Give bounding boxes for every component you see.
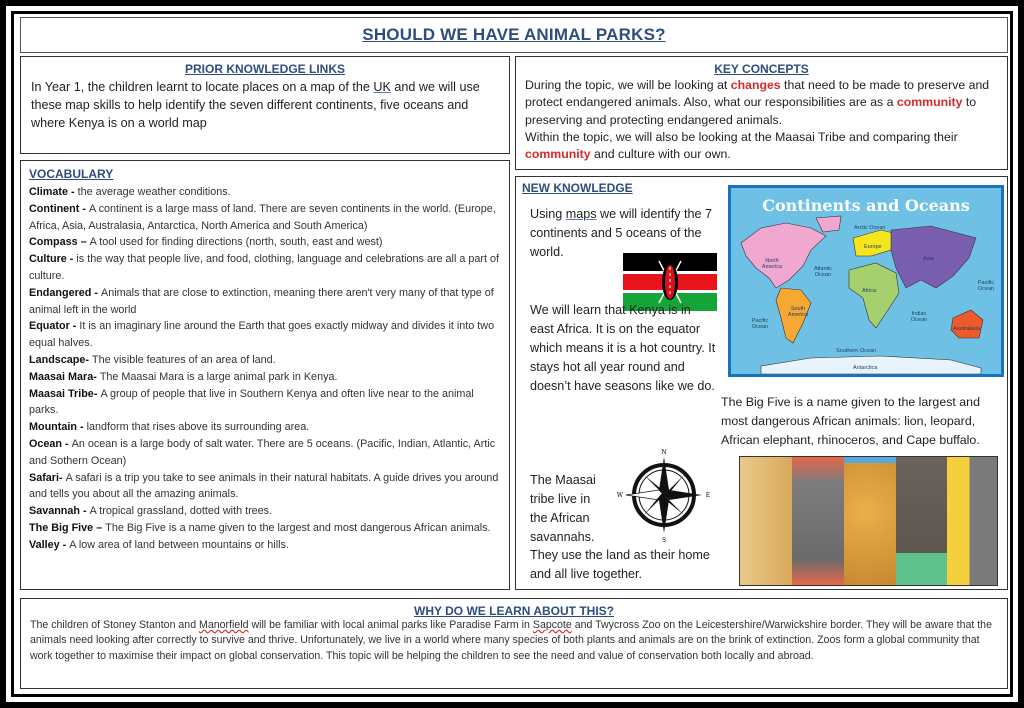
vocabulary-entry: [29, 503, 501, 520]
vocabulary-definition: A low area of land between mountains or hills.: [69, 538, 289, 551]
vocabulary-separator: -: [59, 538, 70, 551]
vocabulary-definition: The visible features of an area of land.: [92, 353, 276, 366]
rhino-panel: [792, 457, 844, 585]
text-part: that need to be made to preserve and protect endangered animals. Also, what our responsibilities are as a: [525, 78, 990, 110]
vocabulary-definition: is the way that people live, and food, clothing, language and celebrations are all a part of culture.: [29, 253, 499, 282]
vocabulary-separator: -: [79, 202, 89, 215]
greenland-shape: [816, 216, 841, 232]
africa-shape: [849, 263, 899, 328]
vocabulary-separator: -: [76, 421, 87, 434]
map-label: Indian Ocean: [910, 311, 928, 323]
map-label: Atlantic Ocean: [813, 266, 833, 278]
text-part: will be familiar with local animal parks like Paradise Farm in: [248, 619, 533, 631]
compass-letter-e: E: [705, 492, 711, 499]
text-part: we will identify the 7 continents and 5 oceans of the world.: [530, 207, 712, 259]
prior-text-part: In Year 1, the children learnt to locate places on a map of the: [31, 80, 374, 94]
vocabulary-entry: [29, 352, 501, 369]
vocabulary-separator: -: [68, 186, 78, 198]
vocabulary-entry: [29, 251, 501, 285]
vocabulary-term: The Big Five: [29, 521, 94, 534]
key-concepts-text: [516, 76, 1007, 164]
vocabulary-entry: [29, 201, 501, 235]
compass-letter-s: S: [661, 537, 667, 543]
map-label: Europe: [864, 244, 882, 250]
prior-knowledge-text: [21, 76, 509, 134]
big-five-animals-image: [739, 456, 998, 586]
new-knowledge-heading: NEW KNOWLEDGE: [522, 181, 633, 195]
text-part: Within the topic, we will also be looking at the Maasai Tribe and comparing their: [525, 129, 958, 144]
compass-letter-n: N: [661, 449, 667, 456]
lion-panel: [740, 457, 792, 585]
vocabulary-term: Landscape: [29, 353, 86, 366]
vocabulary-term: Climate: [29, 186, 69, 198]
vocabulary-entry: [29, 184, 501, 201]
map-label: Asia: [923, 256, 934, 262]
map-label: North America: [761, 258, 783, 270]
why-learn-text: [21, 618, 1007, 664]
vocabulary-entry: [29, 436, 501, 470]
vocabulary-definition: A tool used for finding directions (north, south, east and west): [89, 236, 383, 249]
vocabulary-entry: [29, 470, 501, 504]
elephant-panel: [947, 457, 997, 585]
vocabulary-term: Continent: [29, 202, 80, 215]
vocabulary-definition: the average weather conditions.: [77, 186, 231, 198]
vocabulary-term: Maasai Tribe: [29, 387, 94, 400]
vocabulary-definition: The Big Five is a name given to the largest and most dangerous African animals.: [105, 521, 491, 534]
vocabulary-entry: [29, 369, 501, 386]
leopard-panel: [844, 457, 896, 585]
vocabulary-separator: -: [91, 286, 102, 299]
vocabulary-definition: A continent is a large mass of land. There are seven continents in the world. (Europe, Africa, Asia, Australasia, Antarctica, North America and South America): [29, 202, 496, 232]
vocabulary-term: Mountain: [29, 421, 77, 434]
map-title: Continents and Oceans: [762, 196, 970, 215]
vocabulary-definition: A group of people that live in Southern Kenya and often live near to the animal parks.: [29, 387, 474, 417]
vocabulary-entry: [29, 318, 501, 352]
vocabulary-term: Valley: [29, 538, 60, 551]
page-title: SHOULD WE HAVE ANIMAL PARKS?: [362, 25, 666, 44]
uk-word: UK: [373, 80, 391, 94]
vocabulary-term: Endangered: [29, 286, 92, 299]
big-five-text: The Big Five is a name given to the largest and most dangerous African animals: lion, leopard, African elephant, rhinoceros, and Cape buffalo.: [721, 395, 980, 447]
prior-knowledge-section: [20, 56, 510, 154]
vocabulary-entry: [29, 419, 501, 436]
vocabulary-separator: -: [85, 353, 93, 366]
maasai-text-1: The Maasai tribe live in the African savannahs.: [530, 473, 596, 544]
map-label: Australasia: [953, 326, 981, 332]
vocabulary-entry: [29, 537, 501, 554]
vocabulary-separator: -: [93, 370, 100, 383]
vocabulary-separator: -: [69, 320, 80, 333]
text-part: and Twycross Zoo on the Leicestershire/Warwickshire border. They will be aware that the animals need looking after correctly to survive and thrive. Unfortunately, we live in a world where many species of both plants and animals are on the brink of extinction. Zoos form a global community that work together to maximise their impact on global conservation. This topic will be helping the children to see the need and value of conservation both locally and abroad.: [30, 619, 992, 662]
vocabulary-term: Equator: [29, 320, 70, 333]
vocabulary-list: [21, 181, 509, 557]
prior-text-part: and we will use these map skills to help identify the seven different continents, five oceans and where Kenya is on a world map: [31, 80, 480, 130]
map-ocean: [731, 188, 1001, 374]
vocabulary-entry: [29, 285, 501, 319]
vocabulary-definition: The Maasai Mara is a large animal park in Kenya.: [99, 370, 338, 383]
vocabulary-definition: A safari is a trip you take to see animals in their natural habitats. A guide drives you around and tells you about all the amazing animals.: [29, 471, 499, 501]
compass-letter-w: W: [616, 492, 624, 499]
vocabulary-definition: It is an imaginary line around the Earth that goes exactly midway and divides it into two equal halves.: [29, 320, 495, 350]
misspelt-word: Sapcote: [532, 619, 572, 631]
maps-word: maps: [565, 207, 597, 221]
vocabulary-entry: [29, 520, 501, 537]
map-label: Arctic Ocean: [854, 225, 886, 231]
vocabulary-separator: –: [77, 236, 90, 249]
text-part: to preserving and protecting endangered animals.: [525, 95, 977, 127]
text-part: During the topic, we will be looking at: [525, 78, 731, 92]
why-learn-heading: WHY DO WE LEARN ABOUT THIS?: [414, 604, 614, 618]
vocabulary-separator: -: [80, 505, 90, 518]
key-concepts-section: [515, 56, 1008, 170]
vocabulary-section: [20, 160, 510, 590]
map-label: Pacific Ocean: [751, 318, 769, 330]
australasia-shape: [951, 310, 983, 338]
north-america-shape: [741, 223, 826, 288]
map-label: Antarctica: [853, 365, 878, 371]
vocabulary-entry: [29, 386, 501, 420]
text-part: The children of Stoney Stanton and: [30, 619, 200, 631]
vocabulary-definition: landform that rises above its surrounding area.: [86, 421, 310, 434]
map-label: South America: [787, 306, 809, 318]
map-label: Pacific Ocean: [977, 280, 995, 292]
highlight-changes: changes: [730, 78, 781, 92]
text-part: and culture with our own.: [590, 147, 731, 162]
title-box: [20, 17, 1008, 53]
vocabulary-term: Culture: [29, 253, 67, 266]
vocabulary-separator: -: [66, 253, 77, 266]
kenya-text: We will learn that Kenya is in east Africa. It is on the equator which means it is a hot country. It stays hot all year round and doesn’t have seasons like we do.: [530, 303, 716, 393]
buffalo-panel: [896, 457, 947, 585]
europe-shape: [853, 230, 893, 256]
continents-oceans-map-image: [728, 185, 1004, 377]
vocabulary-heading: VOCABULARY: [29, 167, 114, 181]
key-concepts-heading: KEY CONCEPTS: [714, 62, 809, 76]
vocabulary-definition: A tropical grassland, dotted with trees.: [89, 505, 273, 518]
maasai-text-2: They use the land as their home and all live together.: [530, 548, 710, 581]
vocabulary-definition: Animals that are close to extinction, meaning there aren't very many of that type of animal left in the world: [29, 286, 494, 316]
vocabulary-term: Safari: [29, 471, 60, 484]
vocabulary-term: Maasai Mara: [29, 370, 94, 383]
compass-rose-icon: [616, 447, 712, 543]
vocabulary-separator: -: [62, 437, 72, 450]
misspelt-word: Manorfield: [199, 619, 249, 631]
map-label: Southern Ocean: [836, 348, 877, 354]
text-part: Using: [530, 207, 566, 221]
highlight-community: community: [896, 95, 963, 110]
vocabulary-separator: -: [59, 471, 66, 484]
vocabulary-separator: -: [93, 387, 101, 400]
vocabulary-entry: [29, 234, 501, 251]
vocabulary-term: Ocean: [29, 437, 63, 450]
vocabulary-separator: –: [93, 521, 106, 534]
prior-knowledge-heading: PRIOR KNOWLEDGE LINKS: [184, 62, 345, 76]
why-learn-section: [20, 598, 1008, 689]
highlight-community: community: [525, 147, 591, 162]
vocabulary-definition: An ocean is a large body of salt water. There are 5 oceans. (Pacific, Indian, Atlantic, Artic and Sothern Ocean): [29, 437, 496, 467]
map-label: Africa: [862, 288, 877, 294]
vocabulary-term: Savannah: [29, 505, 81, 518]
world-map-shapes: [731, 188, 1001, 374]
vocabulary-term: Compass: [29, 236, 78, 249]
